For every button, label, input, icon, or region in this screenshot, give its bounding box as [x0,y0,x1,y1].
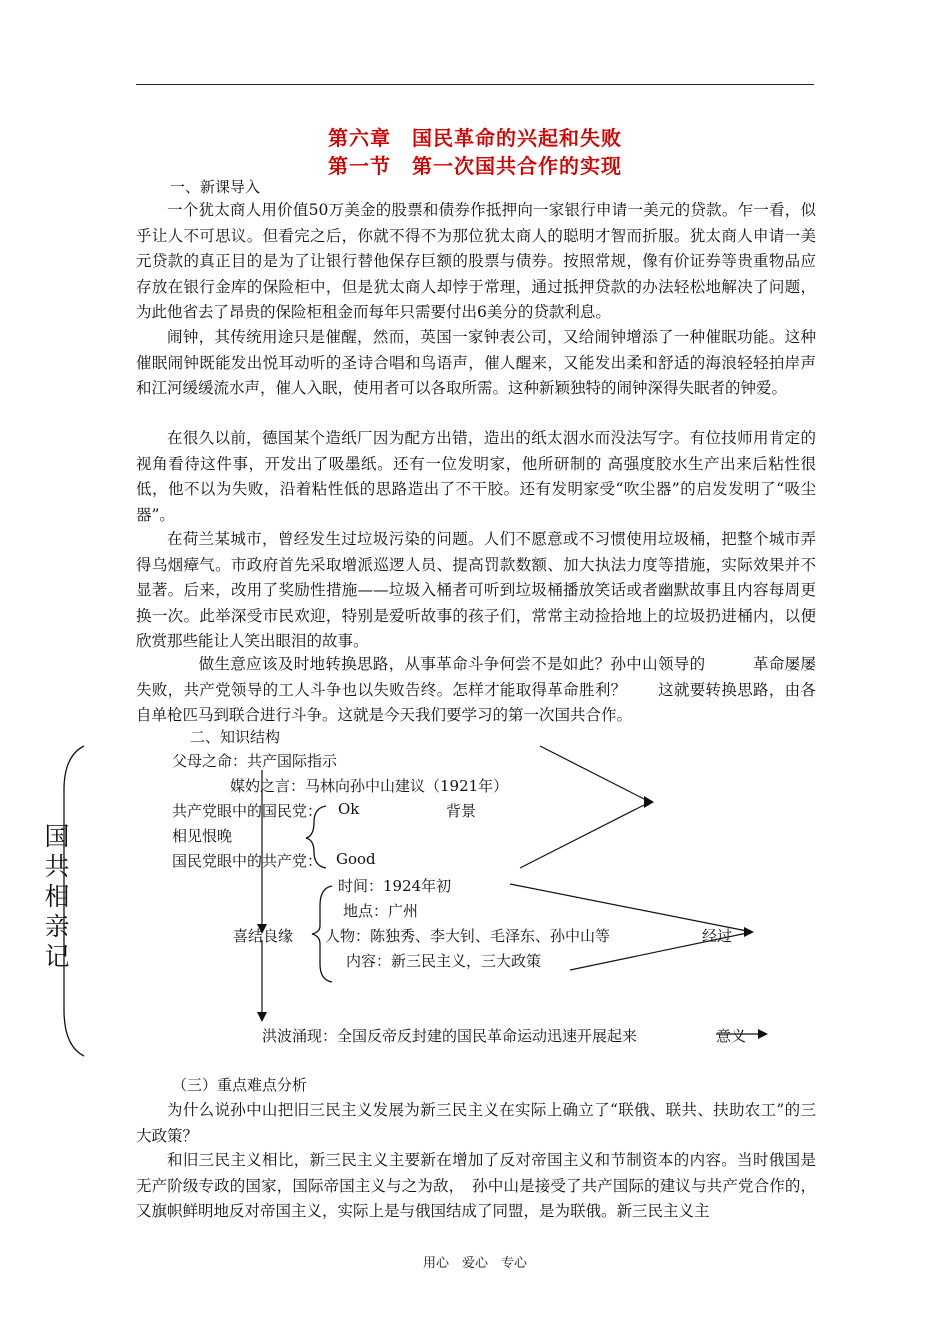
content: 内容：新三民主义，三大政策 [346,952,542,970]
time: 时间：1924年初 [338,877,452,895]
place: 地点：广州 [343,902,419,920]
process-label: 经过 [702,927,733,945]
side-title [42,822,72,972]
kmt-view-label: 共产党眼中的国民党： [172,802,323,820]
side-title-char: 亲 [44,912,70,941]
people: 人物：陈独秀、李大钊、毛泽东、孙中山等 [325,927,611,945]
cpc-view-label: 国民党眼中的共产党： [172,852,323,870]
matchmaker: 媒妁之言：马林向孙中山建议（1921年） [230,777,509,795]
side-title-char: 国 [44,822,70,851]
marriage-label: 喜结良缘 [233,927,294,945]
page-footer: 用心 爱心 专心 [422,1256,527,1271]
significance-label: 意义 [716,1027,747,1045]
analysis-paragraph-2: 和旧三民主义相比，新三民主义主要新在增加了反对帝国主义和节制资本的内容。当时俄国是无产阶级专政的国家，国际帝国主义与之为敌， 孙中山是接受了共产国际的建议与共产党合作的，又旗帜鲜明地反对帝国主义，实际上是与俄国结成了同盟，是为联俄。新三民主义主 [136,1151,816,1220]
intro-paragraph-2: 闹钟，其传统用途只是催醒，然而，英国一家钟表公司，又给闹钟增添了一种催眠功能。这种催眠闹钟既能发出悦耳动听的圣诗合唱和鸟语声，催人醒来，又能发出柔和舒适的海浪轻轻拍岸声和江河缓缓流水声，催人入眠，使用者可以各取所需。这种新颖独特的闹钟深得失眠者的钟爱。 [136,328,816,397]
intro-paragraph-1: 一个犹太商人用价值50万美金的股票和债券作抵押向一家银行申请一美元的贷款。乍一看，似乎让人不可思议。但看完之后，你就不得不为那位犹太商人的聪明才智而折服。犹太商人申请一美元贷款的真正目的是为了让银行替他保存巨额的股票与债券。按照常规，像有价证券等贵重物品应存放在银行金库的保险柜中，但是犹太商人却悖于常理，通过抵押贷款的办法轻松地解决了问题，为此他省去了昂贵的保险柜租金而每年只需要付出6美分的贷款利息。 [136,201,816,321]
side-title-char: 共 [44,852,70,881]
intro-paragraph-4: 在荷兰某城市，曾经发生过垃圾污染的问题。人们不愿意或不习惯使用垃圾桶，把整个城市弄得乌烟瘴气。市政府首先采取增派巡逻人员、提高罚款数额、加大执法力度等措施，实际效果并不显著。后来，改用了奖励性措施——垃圾入桶者可听到垃圾桶播放笑话或者幽默故事且内容每周更换一次。此举深受市民欢迎，特别是爱听故事的孩子们，常常主动捡拾地上的垃圾扔进桶内，以便欣赏那些能让人笑出眼泪的故事。 [136,530,816,650]
cpc-view-value: Good [336,850,376,868]
parent-order: 父母之命：共产国际指示 [172,752,338,770]
background-label: 背景 [446,802,477,820]
part3-heading: （三）重点难点分析 [172,1076,308,1094]
love-at-first-sight: 相见恨晚 [172,827,233,845]
part2-heading: 二、知识结构 [190,728,281,746]
side-title-char: 记 [44,942,70,971]
section-title: 第一节 第一次国共合作的实现 [328,154,622,178]
intro-paragraph-3: 在很久以前，德国某个造纸厂因为配方出错，造出的纸太洇水而没法写字。有位技师用肯定的视角看待这件事，开发出了吸墨纸。还有一位发明家，他所研制的 高强度胶水生产出来后粘性很低，他不以为失败，沿着粘性低的思路造出了不干胶。还有发明家受“吹尘器”的启发发明了“吸尘器”。 [136,429,816,524]
side-title-char: 相 [44,882,70,911]
analysis-paragraph-1: 为什么说孙中山把旧三民主义发展为新三民主义在实际上确立了“联俄、联共、扶助农工”的三大政策？ [136,1101,816,1145]
chapter-title: 第六章 国民革命的兴起和失败 [328,126,622,150]
kmt-view-value: Ok [338,800,360,818]
intro-paragraph-5: 做生意应该及时地转换思路，从事革命斗争何尝不是如此？孙中山领导的 革命屡屡失败，共产党领导的工人斗争也以失败告终。怎样才能取得革命胜利？ 这就要转换思路，由各自单枪匹马到联合进行斗争。这就是今天我们要学习的第一次国共合作。 [136,655,816,724]
part1-heading: 一、新课导入 [170,178,261,196]
surge: 洪波涌现：全国反帝反封建的国民革命运动迅速开展起来 [262,1027,638,1045]
